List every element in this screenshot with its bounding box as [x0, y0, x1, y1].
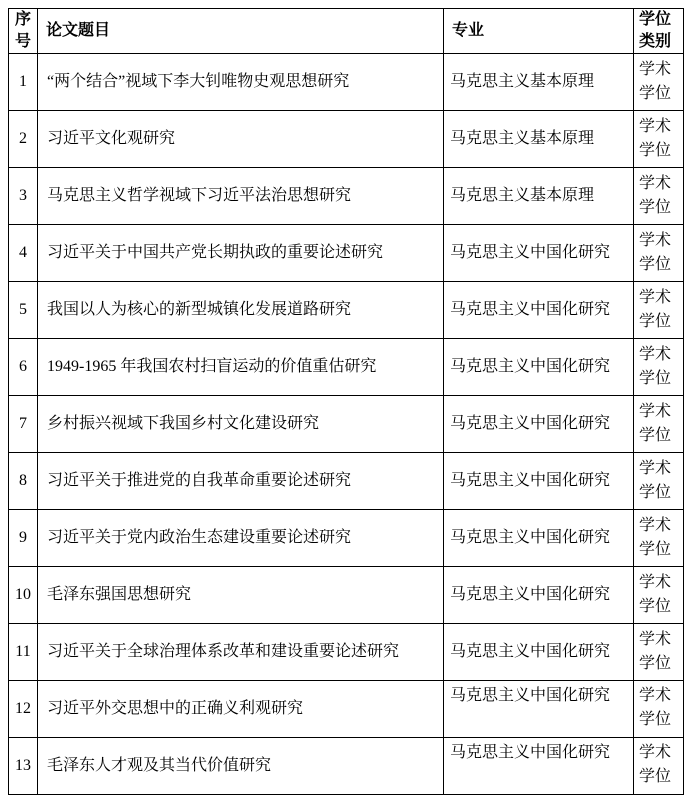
row-index-cell: 2 [9, 111, 38, 168]
thesis-list-table [8, 8, 684, 795]
row-major-cell: 马克思主义基本原理 [444, 168, 634, 225]
row-index-cell: 9 [9, 510, 38, 567]
table-row [9, 681, 684, 738]
table-row [9, 111, 684, 168]
table-row [9, 510, 684, 567]
row-major-cell: 马克思主义中国化研究 [444, 681, 634, 738]
row-index-cell: 6 [9, 339, 38, 396]
row-index-cell: 13 [9, 738, 38, 795]
row-major-cell: 马克思主义中国化研究 [444, 282, 634, 339]
row-degree-cell: 学术学位 [634, 339, 684, 396]
row-title-cell: “两个结合”视域下李大钊唯物史观思想研究 [38, 54, 444, 111]
row-title-cell: 习近平关于中国共产党长期执政的重要论述研究 [38, 225, 444, 282]
row-index-cell: 5 [9, 282, 38, 339]
table-row [9, 738, 684, 795]
column-header-index: 序号 [9, 9, 38, 54]
row-degree-cell: 学术学位 [634, 168, 684, 225]
row-major-cell: 马克思主义中国化研究 [444, 453, 634, 510]
row-degree-cell: 学术学位 [634, 567, 684, 624]
row-index-cell: 4 [9, 225, 38, 282]
row-index-cell: 8 [9, 453, 38, 510]
table-row [9, 624, 684, 681]
row-index-cell: 11 [9, 624, 38, 681]
row-major-cell: 马克思主义中国化研究 [444, 225, 634, 282]
row-degree-cell: 学术学位 [634, 453, 684, 510]
row-title-cell: 1949-1965 年我国农村扫盲运动的价值重估研究 [38, 339, 444, 396]
row-major-cell: 马克思主义中国化研究 [444, 738, 634, 795]
row-title-cell: 我国以人为核心的新型城镇化发展道路研究 [38, 282, 444, 339]
row-major-cell: 马克思主义中国化研究 [444, 510, 634, 567]
row-index-cell: 12 [9, 681, 38, 738]
row-major-cell: 马克思主义中国化研究 [444, 396, 634, 453]
row-degree-cell: 学术学位 [634, 681, 684, 738]
row-major-cell: 马克思主义基本原理 [444, 54, 634, 111]
row-title-cell: 习近平关于全球治理体系改革和建设重要论述研究 [38, 624, 444, 681]
header-row [9, 9, 684, 54]
table-row [9, 396, 684, 453]
row-major-cell: 马克思主义中国化研究 [444, 339, 634, 396]
row-major-cell: 马克思主义中国化研究 [444, 567, 634, 624]
row-index-cell: 3 [9, 168, 38, 225]
table-row [9, 453, 684, 510]
row-degree-cell: 学术学位 [634, 396, 684, 453]
row-title-cell: 习近平关于推进党的自我革命重要论述研究 [38, 453, 444, 510]
column-header-title: 论文题目 [38, 9, 444, 54]
row-major-cell: 马克思主义中国化研究 [444, 624, 634, 681]
row-title-cell: 乡村振兴视域下我国乡村文化建设研究 [38, 396, 444, 453]
row-degree-cell: 学术学位 [634, 510, 684, 567]
row-degree-cell: 学术学位 [634, 225, 684, 282]
column-header-degree: 学位类别 [634, 9, 684, 54]
table-row [9, 567, 684, 624]
row-degree-cell: 学术学位 [634, 282, 684, 339]
row-index-cell: 10 [9, 567, 38, 624]
row-degree-cell: 学术学位 [634, 54, 684, 111]
row-title-cell: 习近平文化观研究 [38, 111, 444, 168]
table-row [9, 54, 684, 111]
table-row [9, 339, 684, 396]
row-title-cell: 习近平关于党内政治生态建设重要论述研究 [38, 510, 444, 567]
row-title-cell: 毛泽东强国思想研究 [38, 567, 444, 624]
table-row [9, 282, 684, 339]
row-index-cell: 1 [9, 54, 38, 111]
row-major-cell: 马克思主义基本原理 [444, 111, 634, 168]
table-header [9, 9, 684, 54]
table-body [9, 54, 684, 795]
row-title-cell: 毛泽东人才观及其当代价值研究 [38, 738, 444, 795]
row-index-cell: 7 [9, 396, 38, 453]
row-title-cell: 马克思主义哲学视域下习近平法治思想研究 [38, 168, 444, 225]
row-degree-cell: 学术学位 [634, 111, 684, 168]
row-degree-cell: 学术学位 [634, 738, 684, 795]
row-title-cell: 习近平外交思想中的正确义利观研究 [38, 681, 444, 738]
row-degree-cell: 学术学位 [634, 624, 684, 681]
column-header-major: 专业 [444, 9, 634, 54]
table-row [9, 168, 684, 225]
table-row [9, 225, 684, 282]
